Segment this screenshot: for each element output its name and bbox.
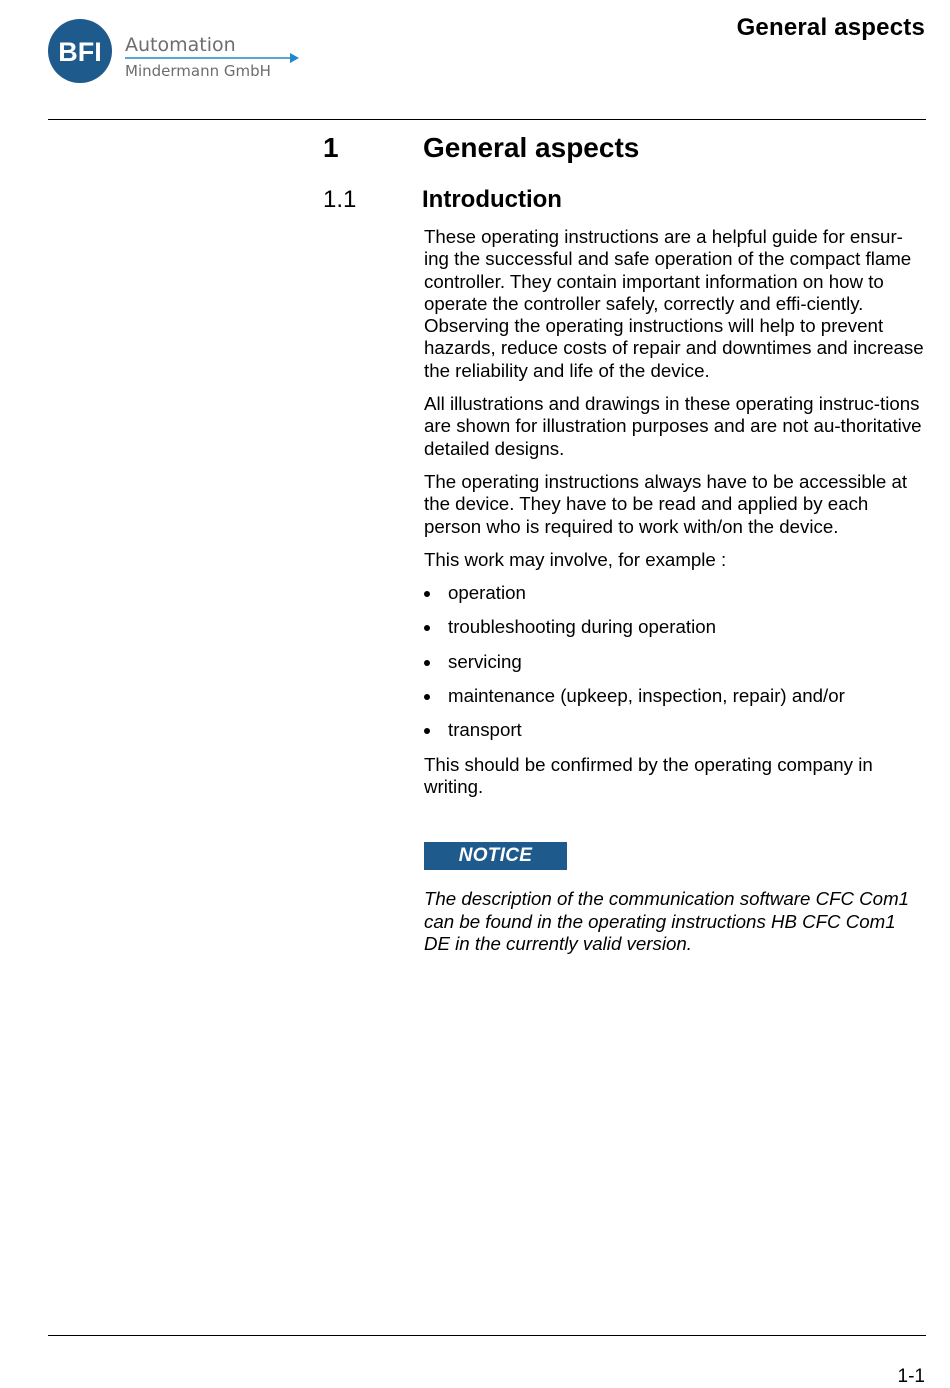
section-number: 1 [323, 132, 339, 163]
logo-automation: Automation [125, 34, 236, 56]
paragraph: All illustrations and drawings in these operating instruc-tions are shown for illustration purposes and are not au-thoritative detailed designs. [424, 393, 922, 459]
section-title: General aspects [423, 132, 640, 163]
list-item-text: servicing [448, 650, 522, 672]
subsection-number: 1.1 [323, 186, 357, 213]
subsection-title: Introduction [422, 186, 562, 213]
page-number: 1-1 [897, 1366, 925, 1387]
company-logo [48, 16, 300, 88]
header-divider [48, 119, 926, 120]
logo-company-name: Mindermann GmbH [125, 62, 271, 80]
footer-divider [48, 1335, 926, 1336]
list-item [424, 582, 926, 604]
body-text [424, 226, 926, 966]
paragraph: These operating instructions are a helpful guide for ensur-ing the successful and safe operation of the compact flame controller. They contain important information on how to operate the controller safely, correctly and effi-ciently. Observing the operating instructions will help to prevent hazards, reduce costs of repair and downtimes and increase the reliability and life of the device. [424, 226, 924, 381]
work-list [424, 582, 926, 741]
list-item-text: operation [448, 582, 526, 604]
paragraph: The operating instructions always have to be accessible at the device. They have to be read and applied by each person who is required to work with/on the device. [424, 470, 908, 537]
list-item [424, 685, 926, 707]
bullet-icon [424, 625, 430, 631]
bullet-icon [424, 591, 430, 597]
list-item-text: maintenance (upkeep, inspection, repair) and/or [448, 685, 845, 707]
list-item [424, 616, 926, 638]
list-item-text: troubleshooting during operation [448, 616, 717, 638]
list-item [424, 719, 926, 741]
bullet-icon [424, 694, 430, 700]
running-header: General aspects [736, 14, 925, 41]
logo-arrow-head [290, 53, 299, 63]
notice-text: The description of the communication software CFC Com1 can be found in the operating instructions HB CFC Com1 DE in the currently valid version. [424, 888, 910, 954]
bullet-icon [424, 660, 430, 666]
bullet-icon [424, 728, 430, 734]
paragraph: This work may involve, for example : [424, 548, 727, 570]
list-item [424, 651, 926, 673]
notice-badge: NOTICE [424, 842, 567, 870]
logo-mark: BFI [58, 37, 102, 67]
list-item-text: transport [448, 719, 522, 741]
closing-paragraph: This should be confirmed by the operating company in writing. [424, 753, 873, 797]
